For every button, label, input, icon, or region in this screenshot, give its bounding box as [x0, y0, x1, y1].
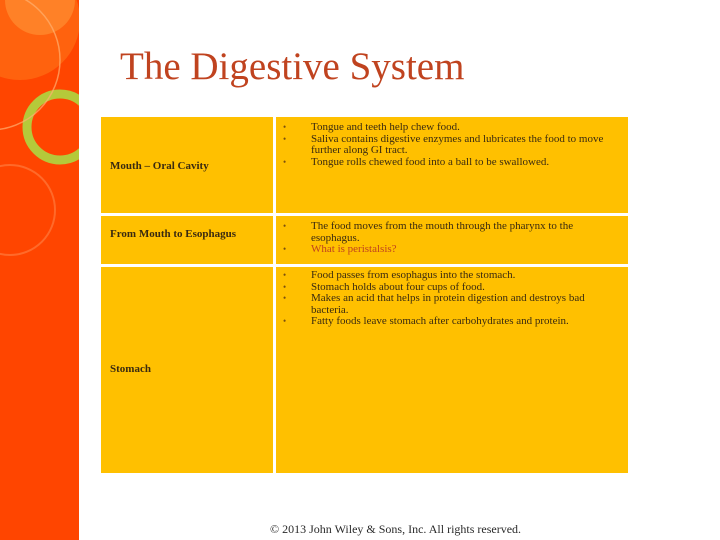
bullet-icon: •	[283, 244, 287, 254]
bullet-icon: •	[283, 281, 287, 292]
list-item: • Fatty foods leave stomach after carbohydrates and protein.	[283, 315, 569, 327]
row-label-stomach: Stomach	[110, 363, 151, 375]
bullet-icon: •	[283, 122, 287, 132]
bullet-icon: •	[283, 270, 287, 280]
list-item: • Food passes from esophagus into the stomach.	[283, 269, 516, 281]
bullet-list-esophagus	[279, 221, 624, 256]
column-divider	[273, 117, 276, 473]
decorative-sidebar	[0, 0, 79, 540]
row-label-esophagus: From Mouth to Esophagus	[110, 228, 237, 240]
list-item: • Saliva contains digestive enzymes and lubricates the food to move further along GI tract.	[283, 132, 604, 156]
bullet-icon: •	[283, 221, 287, 231]
list-item: • Tongue and teeth help chew food.	[283, 121, 460, 133]
row-divider	[101, 213, 628, 216]
list-item: • The food moves from the mouth through the pharynx to the esophagus.	[283, 220, 574, 244]
decorative-circles	[0, 0, 79, 540]
slide-title: The Digestive System	[120, 45, 465, 88]
bullet-icon: •	[283, 133, 287, 144]
row-divider	[101, 264, 628, 267]
list-item: • Tongue rolls chewed food into a ball to be swallowed.	[283, 155, 550, 168]
copyright-footer: © 2013 John Wiley & Sons, Inc. All rights reserved.	[270, 522, 522, 536]
bullet-list-stomach	[279, 270, 624, 328]
digestive-table	[101, 117, 628, 473]
bullet-icon: •	[283, 316, 287, 326]
list-item: • Makes an acid that helps in protein digestion and destroys bad bacteria.	[283, 292, 585, 316]
row-label-mouth: Mouth – Oral Cavity	[110, 160, 209, 172]
list-item	[279, 244, 624, 256]
bullet-list-mouth	[279, 122, 624, 168]
bullet-icon: •	[283, 293, 287, 303]
bullet-icon: •	[283, 156, 287, 167]
peristalsis-link[interactable]: What is peristalsis?	[311, 243, 397, 255]
list-item: • Stomach holds about four cups of food.	[283, 280, 485, 293]
